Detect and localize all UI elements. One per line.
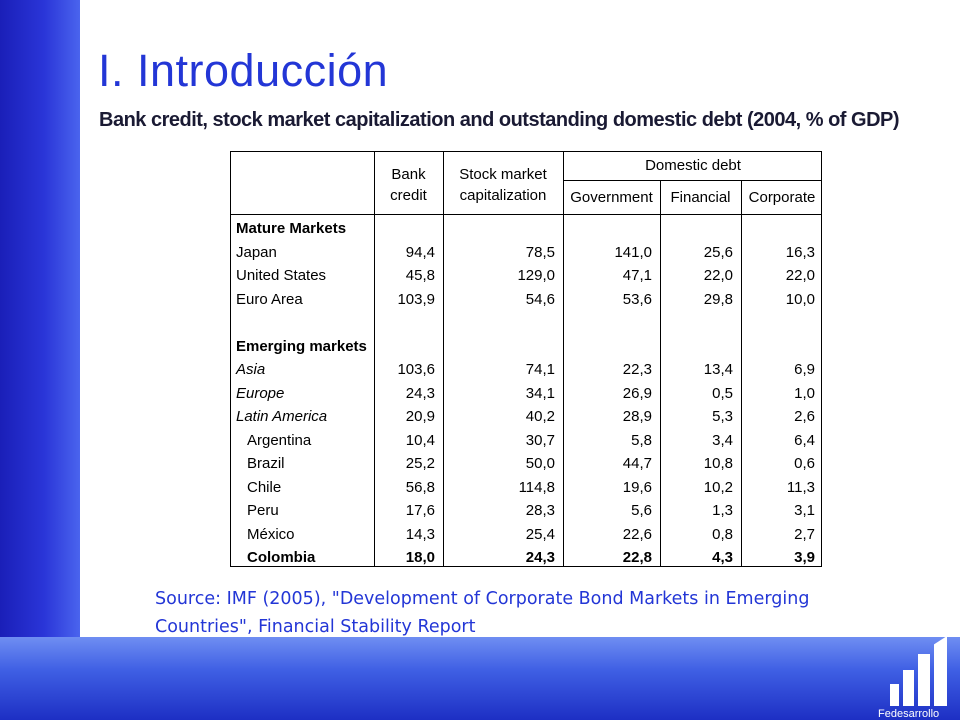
table-cell: 30,7 xyxy=(525,431,555,449)
header-government: Government xyxy=(570,189,653,206)
table-cell: 10,2 xyxy=(703,478,733,496)
table-caption: Bank credit, stock market capitalization and outstanding domestic debt (2004, % of GDP) xyxy=(99,109,900,131)
table-cell: 0,8 xyxy=(712,525,733,543)
table-cell: 44,7 xyxy=(622,455,652,472)
row-label: Europe xyxy=(236,384,285,402)
table-cell: 74,1 xyxy=(525,361,555,378)
table-cell: 3,1 xyxy=(794,502,815,519)
row-label: México xyxy=(247,525,295,543)
table-cell: 5,3 xyxy=(712,408,733,425)
header-stock-market: Stock market capitalization xyxy=(459,166,547,204)
table-cell: 2,7 xyxy=(794,525,815,543)
table-cell: 28,9 xyxy=(622,408,652,425)
logo-bar xyxy=(934,636,947,706)
table-cell: 0,5 xyxy=(712,384,733,402)
table-cell: 26,9 xyxy=(622,384,652,402)
table-cell: 54,6 xyxy=(525,290,555,308)
row-label: Argentina xyxy=(247,431,312,449)
table-cell: 103,6 xyxy=(397,361,435,378)
table-cell: 50,0 xyxy=(525,455,555,472)
slide-title: I. Introducción xyxy=(98,45,389,96)
header-divider xyxy=(563,180,821,181)
table-cell: 22,3 xyxy=(622,361,652,378)
logo-bar xyxy=(903,670,914,706)
table-cell: 10,0 xyxy=(785,290,815,308)
row-label: Colombia xyxy=(247,549,316,566)
table-cell: 4,3 xyxy=(712,549,733,566)
column-divider xyxy=(741,180,742,566)
row-label: Latin America xyxy=(236,408,328,425)
table-cell: 29,8 xyxy=(703,290,733,308)
table-cell: 5,6 xyxy=(631,502,652,519)
table-cell: 129,0 xyxy=(517,267,555,284)
header-bottom-line xyxy=(231,214,821,215)
row-label: Japan xyxy=(236,243,277,261)
table-cell: 25,2 xyxy=(405,455,435,472)
table-cell: 28,3 xyxy=(525,502,555,519)
row-label: Peru xyxy=(247,502,279,519)
header-domestic-debt: Domestic debt xyxy=(645,157,741,174)
column-divider xyxy=(660,180,661,566)
table-cell: 6,4 xyxy=(794,431,815,449)
table-cell: 5,8 xyxy=(631,431,652,449)
logo-bar xyxy=(890,684,899,706)
header-financial: Financial xyxy=(670,189,731,206)
table-cell: 45,8 xyxy=(405,267,435,284)
table-cell: 114,8 xyxy=(518,478,555,496)
table-cell: 6,9 xyxy=(794,361,815,378)
header-corporate: Corporate xyxy=(748,189,816,206)
table-cell: 16,3 xyxy=(785,243,815,261)
logo-text: Fedesarrollo xyxy=(878,708,940,720)
table-cell: 34,1 xyxy=(525,384,555,402)
table-cell: 10,4 xyxy=(405,431,435,449)
table-cell: 78,5 xyxy=(525,243,555,261)
table-cell: 14,3 xyxy=(405,525,435,543)
table-cell: 19,6 xyxy=(622,478,652,496)
table-cell: 24,3 xyxy=(405,384,435,402)
row-label: United States xyxy=(236,267,327,284)
table-cell: 141,0 xyxy=(614,243,652,261)
data-table xyxy=(230,151,822,567)
table-cell: 1,3 xyxy=(712,502,733,519)
table-cell: 3,4 xyxy=(712,431,733,449)
row-label: Asia xyxy=(236,361,266,378)
row-label: Emerging markets xyxy=(236,337,367,355)
table-cell: 47,1 xyxy=(622,267,652,284)
table-cell: 13,4 xyxy=(703,361,733,378)
table-cell: 10,8 xyxy=(703,455,733,472)
table-cell: 22,8 xyxy=(622,549,652,566)
table-cell: 56,8 xyxy=(405,478,435,496)
table-cell: 40,2 xyxy=(525,408,555,425)
table-cell: 18,0 xyxy=(405,549,435,566)
table-cell: 3,9 xyxy=(794,549,815,566)
left-decorative-bar xyxy=(0,0,80,720)
table-cell: 22,0 xyxy=(703,267,733,284)
table-cell: 11,3 xyxy=(786,478,815,496)
row-label: Euro Area xyxy=(236,290,303,308)
table-cell: 25,6 xyxy=(703,243,733,261)
table-cell: 25,4 xyxy=(525,525,555,543)
table-cell: 0,6 xyxy=(794,455,815,472)
row-label: Chile xyxy=(247,478,282,496)
fedesarrollo-logo xyxy=(878,640,952,720)
table-cell: 103,9 xyxy=(397,290,435,308)
logo-bar xyxy=(918,654,930,706)
bottom-decorative-band xyxy=(0,637,960,720)
table-cell: 22,6 xyxy=(622,525,652,543)
table-cell: 1,0 xyxy=(794,384,815,402)
table-cell: 24,3 xyxy=(525,549,555,566)
table-cell: 53,6 xyxy=(622,290,652,308)
table-cell: 22,0 xyxy=(785,267,815,284)
table-cell: 17,6 xyxy=(405,502,435,519)
table-cell: 2,6 xyxy=(794,408,815,425)
row-label: Mature Markets xyxy=(236,220,347,237)
table-cell: 94,4 xyxy=(405,243,435,261)
header-bank-credit: Bank credit xyxy=(390,166,427,204)
source-note: Source: IMF (2005), "Development of Corporate Bond Markets in Emerging Countries", Financial Stability Report xyxy=(155,589,810,637)
table-cell: 20,9 xyxy=(405,408,435,425)
row-label: Brazil xyxy=(247,455,285,472)
